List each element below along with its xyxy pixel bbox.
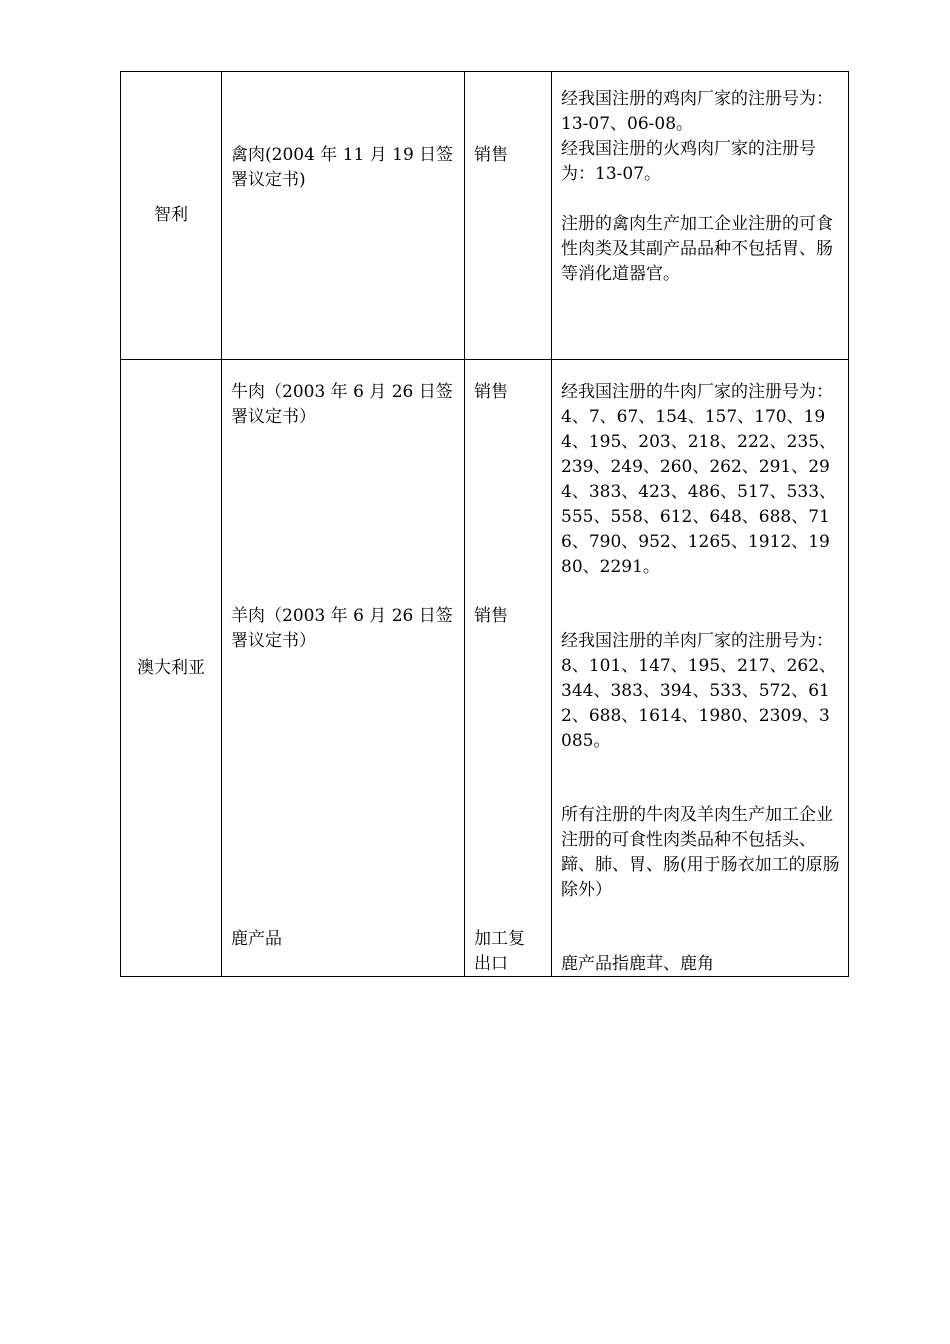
registration-table (120, 71, 849, 977)
country-name: 智利 (154, 205, 188, 225)
table-row-australia (121, 360, 849, 977)
note-poultry-exclusion: 注册的禽肉生产加工企业注册的可食性肉类及其副产品品种不包括胃、肠等消化道器官。 (561, 214, 833, 284)
country-cell (121, 360, 222, 977)
usage-beef: 销售 (474, 382, 508, 402)
table-row-chile (121, 72, 849, 360)
note-deer-products: 鹿产品指鹿茸、鹿角 (561, 954, 714, 974)
product-cell (222, 360, 465, 977)
note-turkey-registration: 经我国注册的火鸡肉厂家的注册号为：13-07。 (561, 139, 816, 184)
country-cell (121, 72, 222, 360)
notes-cell (552, 72, 849, 360)
note-meat-exclusion: 所有注册的牛肉及羊肉生产加工企业注册的可食性肉类品种不包括头、蹄、肺、胃、肠(用于肠衣加工的原肠除外） (561, 805, 840, 900)
product-name-beef: 牛肉（2003 年 6 月 26 日签 署议定书） (231, 382, 453, 427)
country-name: 澳大利亚 (137, 657, 205, 678)
note-beef-registration: 经我国注册的牛肉厂家的注册号为：4、7、67、154、157、170、194、195、203、218、222、235、239、249、260、262、291、294、383、423、486、517、533、555、558、612、648、688、716、790、952、1265、1912、1980、2291。 (561, 382, 837, 577)
note-chicken-registration: 经我国注册的鸡肉厂家的注册号为：13-07、06-08。 (561, 89, 833, 134)
usage-cell (465, 360, 552, 977)
product-name-mutton: 羊肉（2003 年 6 月 26 日签 署议定书） (231, 606, 453, 651)
usage-mutton: 销售 (474, 606, 508, 626)
usage-text: 销售 (474, 145, 508, 165)
usage-deer: 加工复 出口 (474, 929, 525, 974)
product-name: 禽肉(2004 年 11 月 19 日签 署议定书) (231, 145, 454, 190)
note-mutton-registration: 经我国注册的羊肉厂家的注册号为：8、101、147、195、217、262、344、383、394、533、572、612、688、1614、1980、2309、3085。 (561, 631, 837, 751)
product-name-deer: 鹿产品 (231, 929, 282, 949)
product-cell (222, 72, 465, 360)
notes-cell (552, 360, 849, 977)
usage-cell (465, 72, 552, 360)
